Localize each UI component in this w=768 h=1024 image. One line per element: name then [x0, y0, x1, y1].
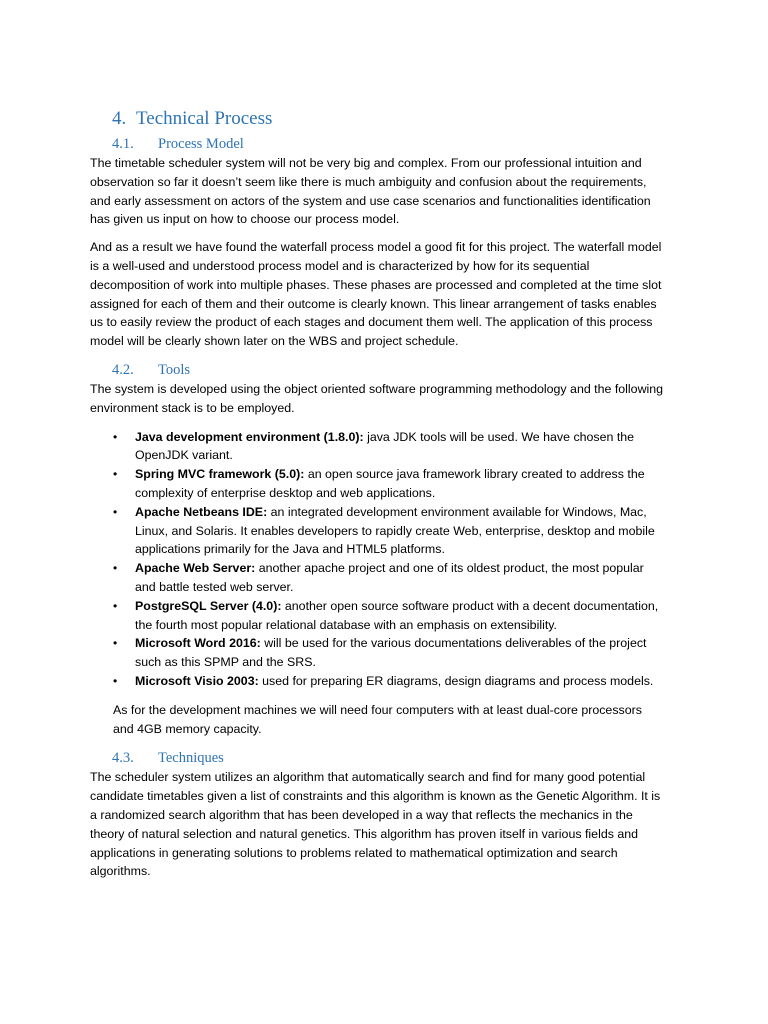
subheading-title: Process Model — [158, 136, 244, 152]
item-text: an open source java framework library created to address the complexity of enterprise desktop and web applications. — [135, 467, 645, 500]
item-label: Microsoft Visio 2003: — [135, 673, 259, 688]
subheading-title: Techniques — [158, 750, 224, 767]
subheading-techniques — [112, 748, 665, 768]
list-item — [90, 672, 665, 691]
item-text: will be used for the various documentations deliverables of the project such as this SPMP and the SRS. — [135, 636, 647, 670]
item-label: PostgreSQL Server (4.0): — [135, 598, 282, 613]
item-text: an integrated development environment available for Windows, Mac, Linux, and Solaris. It enables developers to rapidly create Web, enterprise, desktop and mobile applications primarily for the Java and HTML5 platforms. — [135, 504, 655, 557]
bullet-icon: • — [113, 504, 118, 519]
item-text: java JDK tools will be used. We have chosen the OpenJDK variant. — [135, 429, 635, 463]
list-item — [90, 597, 665, 635]
bullet-icon: • — [113, 673, 118, 688]
item-label: Apache Netbeans IDE: — [135, 504, 268, 519]
subheading-number: 4.1. — [112, 136, 134, 152]
subheading-number: 4.3. — [112, 750, 134, 767]
heading-title: Technical Process — [136, 108, 273, 129]
subheading-number: 4.2. — [112, 361, 134, 378]
paragraph: The scheduler system utilizes an algorithm that automatically search and find for many good potential candidate timetables given a list of constraints and this algorithm is known as the Genetic Algorithm. It is a randomized search algorithm that has been developed in a way that reflects the mechanics in the theory of natural selection and natural genetics. This algorithm has proven itself in various fields and applications in generating solutions to problems related to mathematical optimization and search algorithms. — [90, 770, 661, 879]
list-item — [90, 465, 665, 503]
item-label: Spring MVC framework (5.0): — [135, 467, 305, 482]
bullet-icon: • — [113, 598, 118, 613]
item-label: Apache Web Server: — [135, 561, 256, 576]
item-text: used for preparing ER diagrams, design diagrams and process models. — [258, 673, 654, 688]
item-label: Microsoft Word 2016: — [135, 636, 261, 651]
subheading-title: Tools — [158, 361, 191, 378]
bullet-icon: • — [113, 561, 118, 576]
paragraph: As for the development machines we will need four computers with at least dual-core processors and 4GB memory capacity. — [113, 702, 642, 736]
section-heading-technical-process — [112, 106, 665, 132]
paragraph: The timetable scheduler system will not be very big and complex. From our professional intuition and observation so far it doesn’t seem like there is much ambiguity and confusion about the requirements, and early assessment on actors of the system and use case scenarios and functionalities identification has given us input on how to choose our process model. — [90, 156, 651, 227]
item-label: Java development environment (1.8.0): — [135, 429, 364, 444]
bullet-icon: • — [113, 636, 118, 651]
paragraph: And as a result we have found the waterfall process model a good fit for this project. The waterfall model is a well-used and understood process model and is characterized by how for its sequential decomposition of work into multiple phases. These phases are processed and completed at the time slot assigned for each of them and their outcome is clearly known. This linear arrangement of tasks enables us to easily review the product of each stages and document them well. The application of this process model will be clearly shown later on the WBS and project schedule. — [90, 240, 662, 349]
list-item — [90, 428, 665, 466]
document-content — [90, 106, 665, 890]
heading-number: 4. — [112, 108, 127, 129]
subheading-process-model — [112, 134, 665, 154]
paragraph: The system is developed using the object oriented software programming methodology and the following environment stack is to be employed. — [90, 381, 664, 415]
tools-list — [90, 428, 665, 691]
subheading-tools — [112, 360, 665, 380]
list-item — [90, 559, 665, 597]
item-text: another open source software product with a decent documentation, the fourth most popular relational database with an emphasis on extensibility. — [135, 598, 659, 632]
bullet-icon: • — [113, 467, 118, 482]
list-item — [90, 634, 665, 672]
bullet-icon: • — [113, 429, 118, 444]
list-item — [90, 503, 665, 559]
item-text: another apache project and one of its oldest product, the most popular and battle tested web server. — [135, 561, 644, 594]
